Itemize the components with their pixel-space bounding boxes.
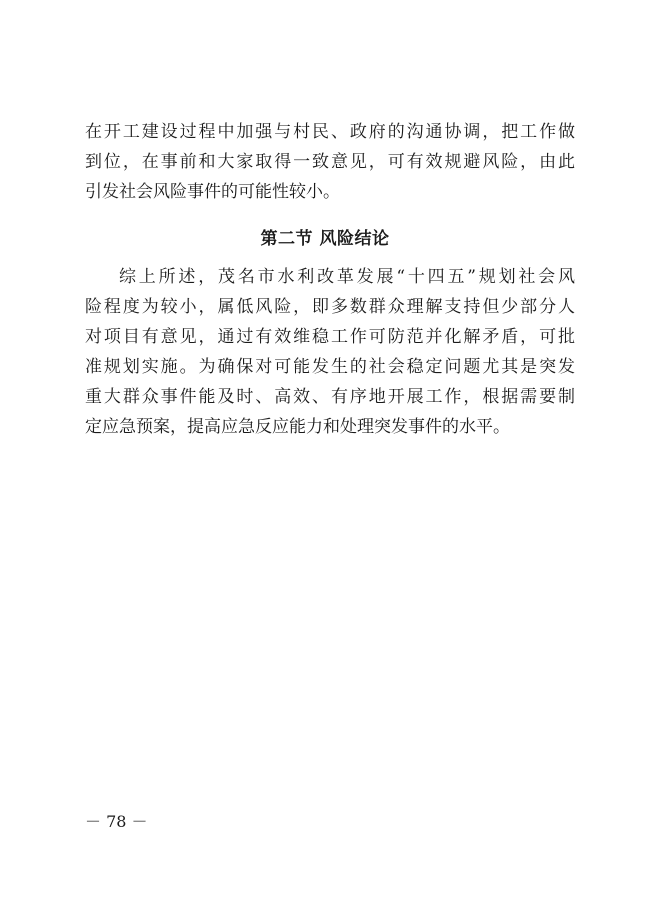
section-heading: 第二节 风险结论: [260, 229, 390, 249]
paragraph-line: 重大群众事件能及时、高效、有序地开展工作，根据需要制: [85, 387, 575, 407]
paragraph-line: 对项目有意见，通过有效维稳工作可防范并化解矛盾，可批: [85, 327, 575, 347]
page-number: － 78 －: [85, 812, 148, 831]
paragraph-line: 到位，在事前和大家取得一致意见，可有效规避风险，由此: [85, 152, 575, 172]
body-paragraph: [85, 262, 575, 442]
paragraph-line: 定应急预案，提高应急反应能力和处理突发事件的水平。: [85, 417, 510, 437]
paragraph-line: 险程度为较小，属低风险，即多数群众理解支持但少部分人: [85, 297, 575, 317]
body-paragraph: [85, 117, 575, 207]
paragraph-line: 准规划实施。为确保对可能发生的社会稳定问题尤其是突发: [85, 357, 575, 377]
paragraph-line: 引发社会风险事件的可能性较小。: [85, 182, 340, 202]
paragraph-line: 综上所述，茂名市水利改革发展“十四五”规划社会风: [119, 267, 575, 287]
paragraph-line: 在开工建设过程中加强与村民、政府的沟通协调，把工作做: [85, 122, 575, 142]
